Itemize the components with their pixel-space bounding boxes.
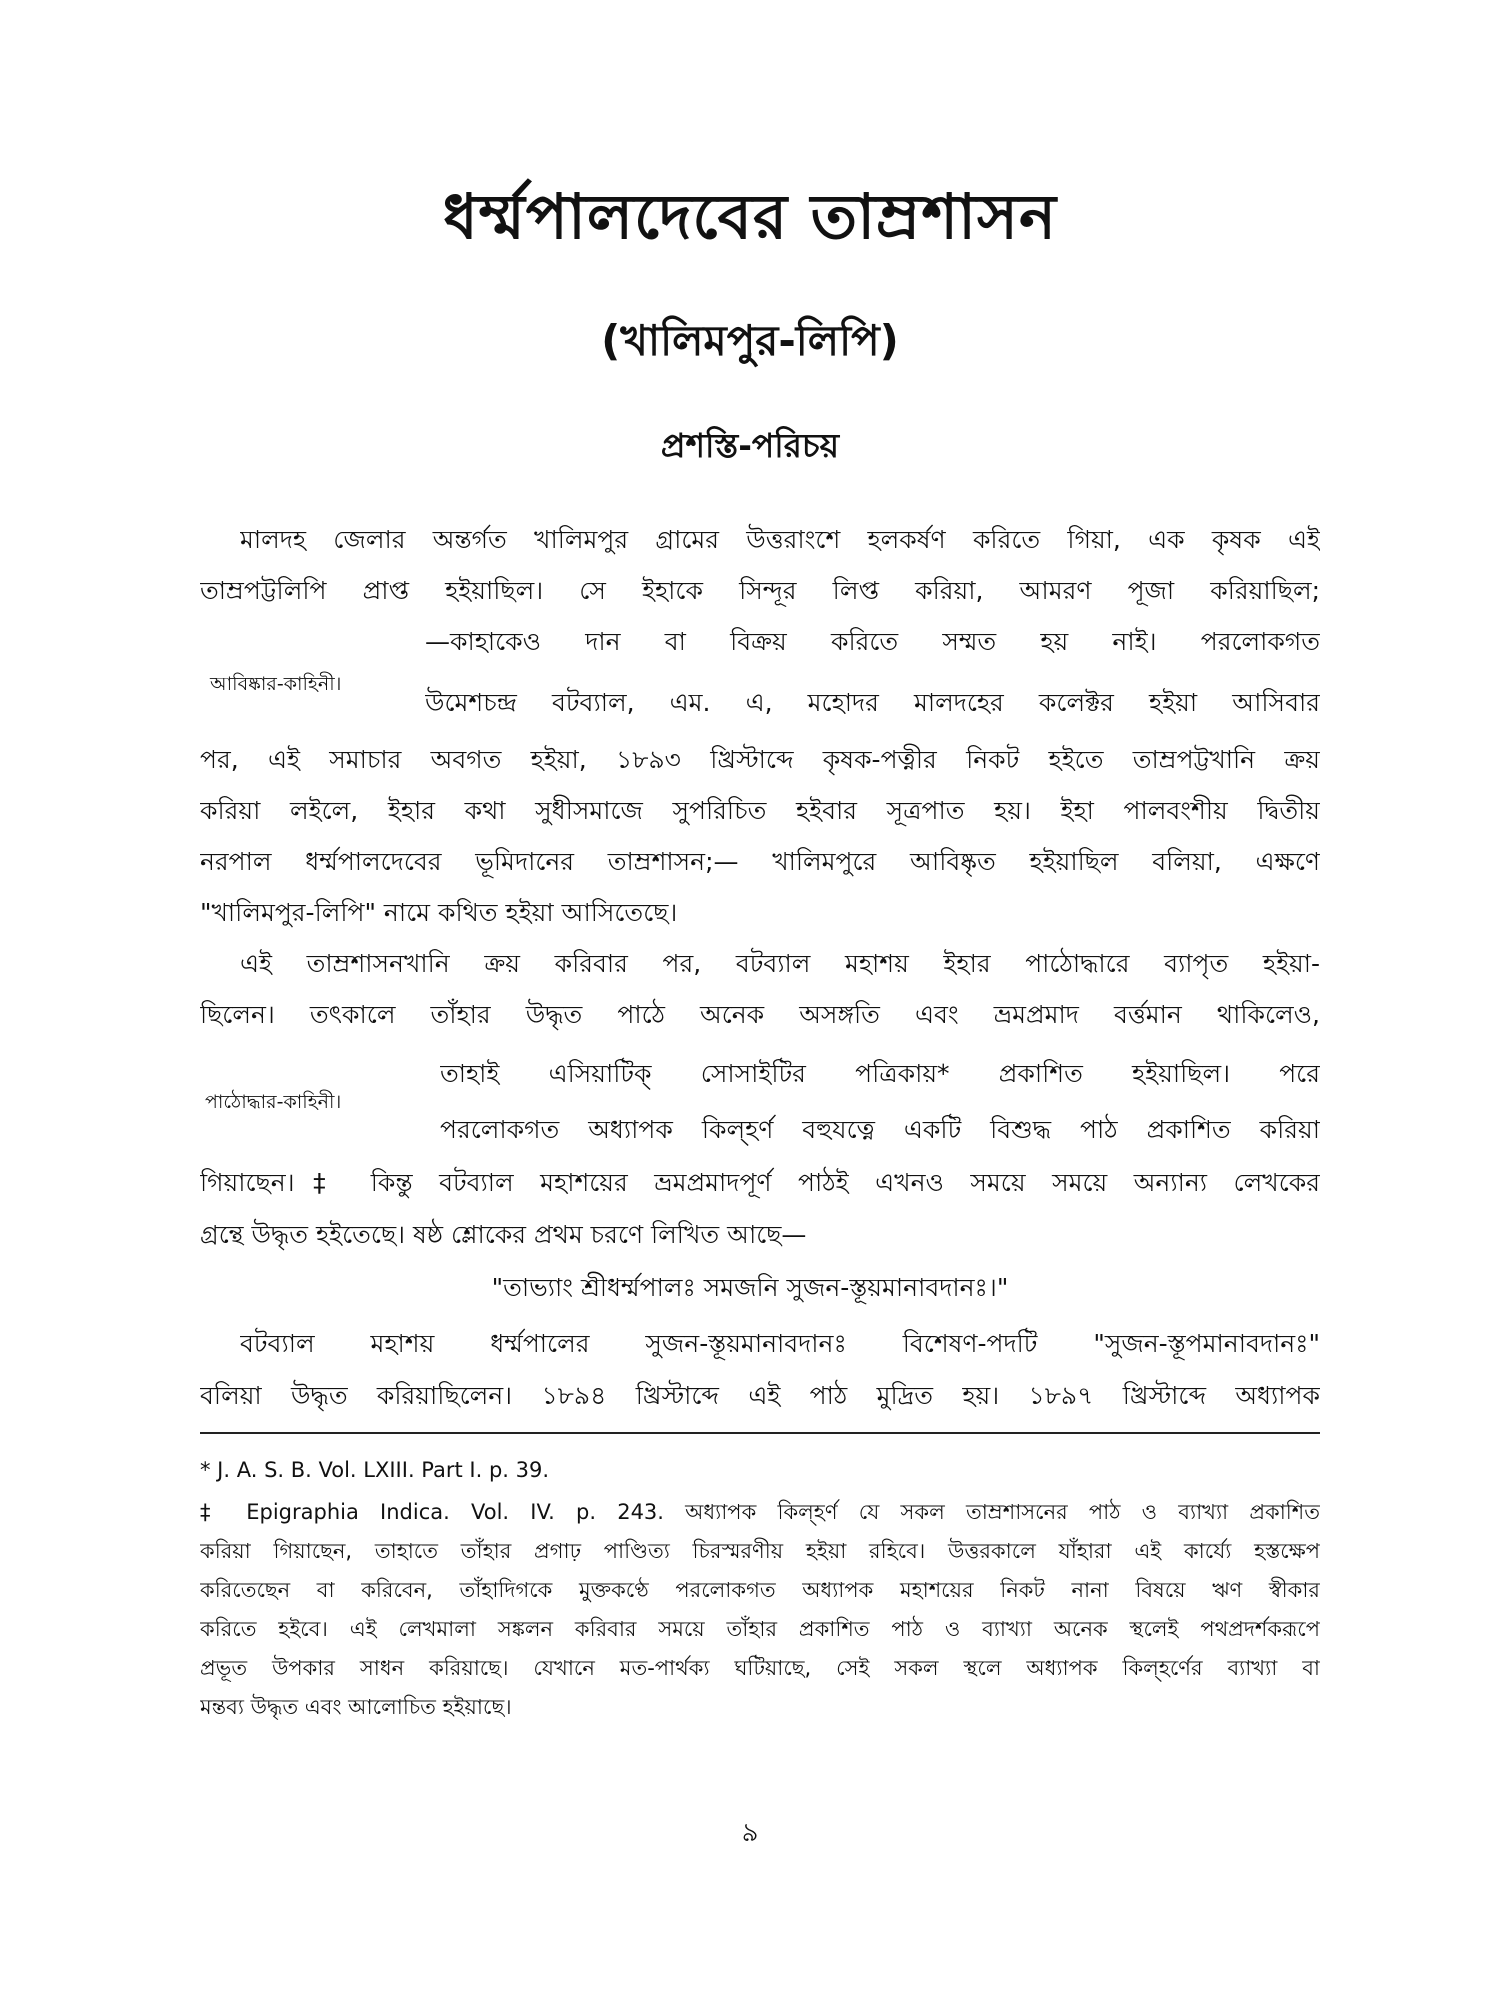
paragraph-line: নরপাল ধর্ম্মপালদেবের ভূমিদানের তাম্রশাসন;— খালিমপুরে আবিষ্কৃত হইয়াছিল বলিয়া, এক্ষণে	[200, 847, 1320, 876]
paragraph-line: পর, এই সমাচার অবগত হইয়া, ১৮৯৩ খ্রিস্টাব্দে কৃষক-পত্নীর নিকট হইতে তাম্রপট্টখানি ক্রয়	[200, 745, 1320, 774]
section-heading: প্রশস্তি-পরিচয়	[660, 426, 840, 465]
paragraph-line: গিয়াছেন।‡ কিন্তু বটব্যাল মহাশয়ের ভ্রমপ্রমাদপূর্ণ পাঠই এখনও সময়ে সময়ে অন্যান্য লেখকের	[200, 1168, 1320, 1197]
page-number: ৯	[741, 1818, 759, 1848]
footnote-line: করিতেছেন বা করিবেন, তাঁহাদিগকে মুক্তকণ্ঠে পরলোকগত অধ্যাপক মহাশয়ের নিকট নানা বিষয়ে ঋণ স্বীকার	[200, 1578, 1320, 1602]
footnote-line: প্রভূত উপকার সাধন করিয়াছে। যেখানে মত-পার্থক্য ঘটিয়াছে, সেই সকল স্থলে অধ্যাপক কিল্‌হর্ণের ব্যাখ্যা বা	[200, 1656, 1320, 1680]
margin-note-discovery: আবিষ্কার-কাহিনী।	[210, 673, 342, 695]
paragraph-line: এই তাম্রশাসনখানি ক্রয় করিবার পর, বটব্যাল মহাশয় ইহার পাঠোদ্ধারে ব্যাপৃত হইয়া-	[240, 949, 1320, 978]
footnote-line: মন্তব্য উদ্ধৃত এবং আলোচিত হইয়াছে।	[200, 1695, 512, 1719]
page-title: ধর্ম্মপালদেবের তাম্রশাসন	[443, 180, 1057, 253]
sanskrit-quote: "তাভ্যাং শ্রীধর্ম্মপালঃ সমজনি সুজন-স্তূয়মানাবদানঃ।"	[491, 1273, 1009, 1302]
paragraph-line: বটব্যাল মহাশয় ধর্ম্মপালের সুজন-স্তূয়মানাবদানঃ বিশেষণ-পদটি "সুজন-স্তূপমানাবদানঃ"	[240, 1329, 1320, 1358]
paragraph-line: ছিলেন। তৎকালে তাঁহার উদ্ধৃত পাঠে অনেক অসঙ্গতি এবং ভ্রমপ্রমাদ বর্ত্তমান থাকিলেও,	[200, 1000, 1320, 1029]
paragraph-line: গ্রন্থে উদ্ধৃত হইতেছে। ষষ্ঠ শ্লোকের প্রথম চরণে লিখিত আছে—	[200, 1220, 807, 1249]
paragraph-line: —কাহাকেও দান বা বিক্রয় করিতে সম্মত হয় নাই। পরলোকগত	[425, 627, 1320, 656]
paragraph-line: বলিয়া উদ্ধৃত করিয়াছিলেন। ১৮৯৪ খ্রিস্টাব্দে এই পাঠ মুদ্রিত হয়। ১৮৯৭ খ্রিস্টাব্দে অধ্যাপক	[200, 1381, 1320, 1410]
paragraph-line: তাহাই এসিয়াটিক্ সোসাইটির পত্রিকায়* প্রকাশিত হইয়াছিল। পরে	[440, 1059, 1320, 1088]
paragraph-line: মালদহ জেলার অন্তর্গত খালিমপুর গ্রামের উত্তরাংশে হলকর্ষণ করিতে গিয়া, এক কৃষক এই	[240, 525, 1320, 554]
footnote-line: করিয়া গিয়াছেন, তাহাতে তাঁহার প্রগাঢ় পাণ্ডিত্য চিরস্মরণীয় হইয়া রহিবে। উত্তরকালে যাঁহারা এই কার্য্যে হস্তক্ষেপ	[200, 1539, 1320, 1563]
margin-note-decipherment: পাঠোদ্ধার-কাহিনী।	[205, 1091, 342, 1113]
paragraph-line: করিয়া লইলে, ইহার কথা সুধীসমাজে সুপরিচিত হইবার সূত্রপাত হয়। ইহা পালবংশীয় দ্বিতীয়	[200, 796, 1320, 825]
footnote-line: * J. A. S. B. Vol. LXIII. Part I. p. 39.	[200, 1458, 550, 1482]
footnote-divider	[200, 1432, 1320, 1434]
paragraph-line: "খালিমপুর-লিপি" নামে কথিত হইয়া আসিতেছে।	[200, 898, 678, 927]
page-subtitle: (খালিমপুর-লিপি)	[601, 316, 899, 365]
footnote-line: করিতে হইবে। এই লেখমালা সঙ্কলন করিবার সময়ে তাঁহার প্রকাশিত পাঠ ও ব্যাখ্যা অনেক স্থলেই পথপ্রদর্শকরূপে	[200, 1617, 1320, 1641]
paragraph-line: উমেশচন্দ্র বটব্যাল, এম. এ, মহোদর মালদহের কলেক্টর হইয়া আসিবার	[425, 688, 1320, 717]
paragraph-line: পরলোকগত অধ্যাপক কিল্‌হর্ণ বহুযত্নে একটি বিশুদ্ধ পাঠ প্রকাশিত করিয়া	[440, 1115, 1320, 1144]
footnote-line: ‡ Epigraphia Indica. Vol. IV. p. 243. অধ্যাপক কিল্‌হর্ণ যে সকল তাম্রশাসনের পাঠ ও ব্যাখ্যা প্রকাশিত	[200, 1500, 1320, 1524]
paragraph-line: তাম্রপট্টলিপি প্রাপ্ত হইয়াছিল। সে ইহাকে সিন্দূর লিপ্ত করিয়া, আমরণ পূজা করিয়াছিল;	[200, 576, 1320, 605]
